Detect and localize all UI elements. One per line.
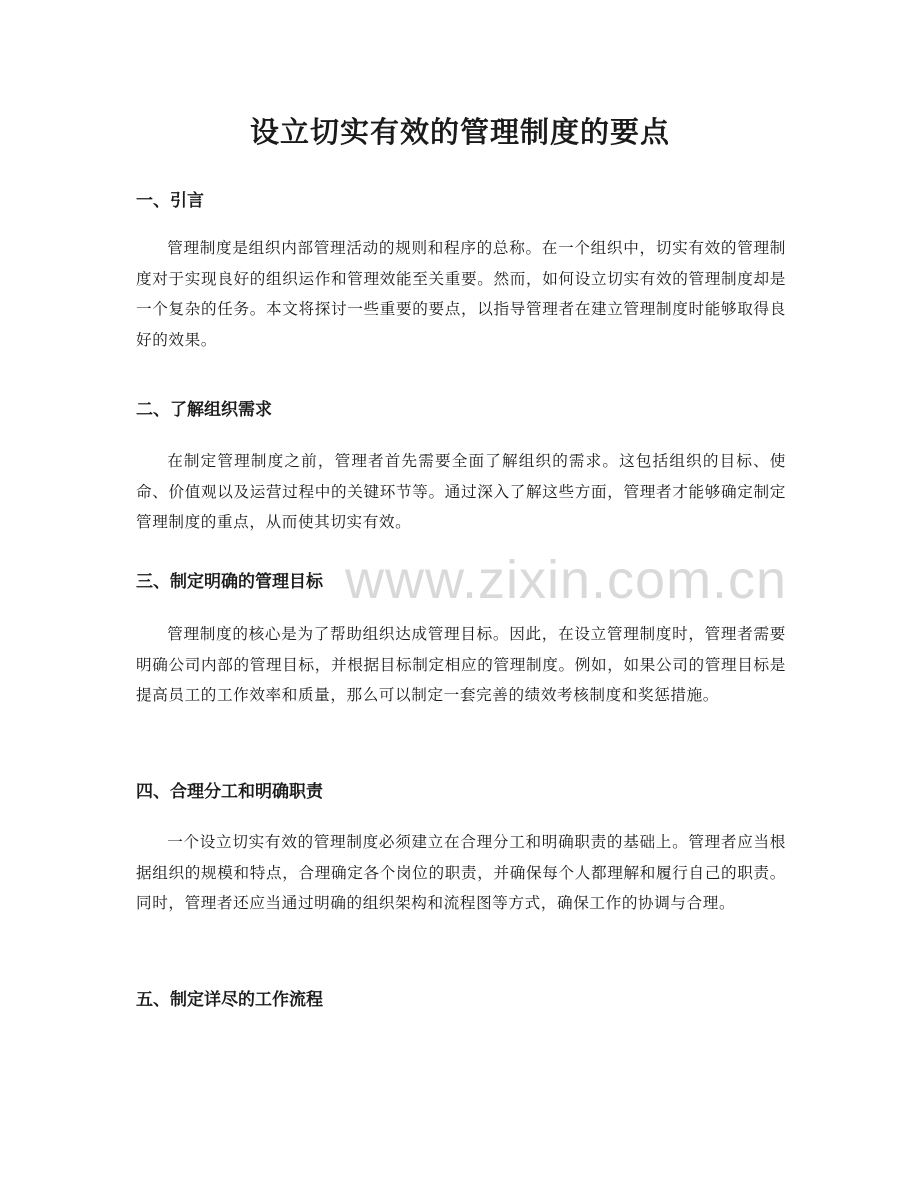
section-paragraph-introduction: 管理制度是组织内部管理活动的规则和程序的总称。在一个组织中，切实有效的管理制度对于实现良好的组织运作和管理效能至关重要。然而，如何设立切实有效的管理制度却是一个复杂的任务。本文将探讨一些重要的要点，以指导管理者在建立管理制度时能够取得良好的效果。 <box>136 239 786 349</box>
section-heading-division-of-labor: 四、合理分工和明确职责 <box>136 782 323 802</box>
section-paragraph-org-needs: 在制定管理制度之前，管理者首先需要全面了解组织的需求。这包括组织的目标、使命、价值观以及运营过程中的关键环节等。通过深入了解这些方面，管理者才能够确定制定管理制度的重点，从而使其切实有效。 <box>136 452 786 531</box>
section-heading-introduction: 一、引言 <box>136 191 204 211</box>
section-heading-org-needs: 二、了解组织需求 <box>136 400 272 420</box>
section-heading-management-goals: 三、制定明确的管理目标 <box>136 572 323 592</box>
section-heading-workflow: 五、制定详尽的工作流程 <box>136 990 323 1010</box>
watermark: www.zixin.com.cn <box>345 550 788 610</box>
document-title: 设立切实有效的管理制度的要点 <box>249 115 670 149</box>
section-paragraph-division-of-labor: 一个设立切实有效的管理制度必须建立在合理分工和明确职责的基础上。管理者应当根据组织的规模和特点，合理确定各个岗位的职责，并确保每个人都理解和履行自己的职责。同时，管理者还应当通过明确的组织架构和流程图等方式，确保工作的协调与合理。 <box>136 833 786 912</box>
section-paragraph-management-goals: 管理制度的核心是为了帮助组织达成管理目标。因此，在设立管理制度时，管理者需要明确公司内部的管理目标，并根据目标制定相应的管理制度。例如，如果公司的管理目标是提高员工的工作效率和质量，那么可以制定一套完善的绩效考核制度和奖惩措施。 <box>136 625 786 704</box>
